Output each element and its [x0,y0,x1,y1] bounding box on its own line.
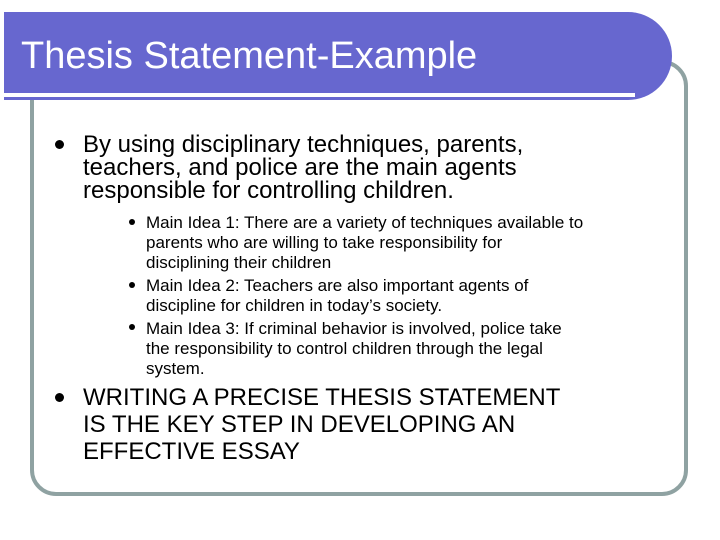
sub-bullet-marker [129,324,135,330]
sub-bullet-3-line-2: the responsibility to control children through the legal [146,339,543,358]
bullet-2-line-1: WRITING A PRECISE THESIS STATEMENT [83,384,561,411]
slide-title: Thesis Statement-Example [21,35,478,77]
sub-bullet-marker [129,282,135,288]
sub-bullet-1-line-3: disciplining their children [146,253,332,272]
bullet-marker [55,140,64,149]
bullet-1-line-3: responsible for controlling children. [83,177,454,204]
bullet-1-line-2: teachers, and police are the main agents [83,154,517,181]
bullet-marker [55,393,64,402]
sub-bullet-3-line-3: system. [146,359,205,378]
sub-bullet-marker [129,219,135,225]
bullet-2-line-3: EFFECTIVE ESSAY [83,438,300,465]
bullet-2-line-2: IS THE KEY STEP IN DEVELOPING AN [83,411,516,438]
sub-bullet-3-line-1: Main Idea 3: If criminal behavior is involved, police take [146,319,562,338]
sub-bullet-1-line-1: Main Idea 1: There are a variety of techniques available to [146,213,584,232]
sub-bullet-2-line-2: discipline for children in today’s society. [146,296,443,315]
sub-bullet-1-line-2: parents who are willing to take responsibility for [146,233,503,252]
sub-bullet-2-line-1: Main Idea 2: Teachers are also important agents of [146,276,529,295]
bullet-1-line-1: By using disciplinary techniques, parents, [83,131,524,158]
